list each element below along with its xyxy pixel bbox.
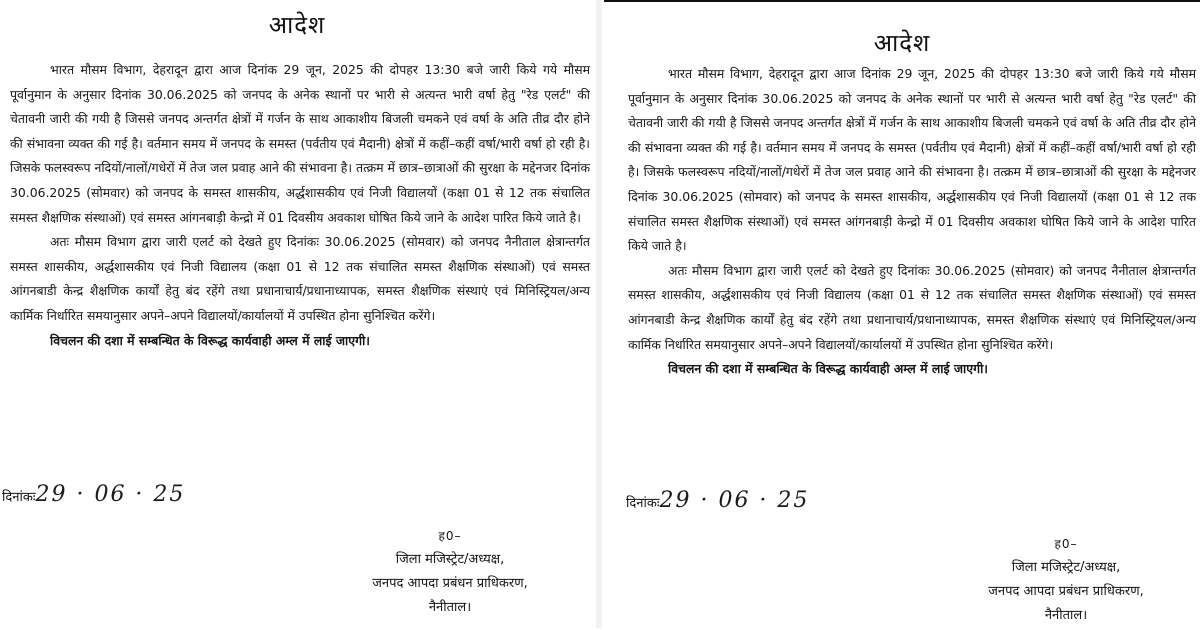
order-body [628, 62, 1196, 382]
order-page-right [604, 0, 1200, 630]
signature-mark: ह0– [1054, 537, 1078, 551]
signatory-place: नैनीताल। [428, 600, 472, 615]
order-paragraph-1: भारत मौसम विभाग, देहरादून द्वारा आज दिनांक 29 जून, 2025 की दोपहर 13:30 बजे जारी किये गये मौसम पूर्वानुमान के अनुसार दिनांक 30.06.2025 को जनपद के अनेक स्थानों पर भारी से अत्यन्त भारी वर्षा हेतु "रेड एलर्ट" की चेतावनी जारी की गयी है जिससे जनपद अन्तर्गत क्षेत्रों में गर्जन के साथ आकाशीय बिजली चमकने एवं वर्षा के अति तीव्र दौर होने की संभावना व्यक्त की गई है। वर्तमान समय में जनपद के समस्त (पर्वतीय एवं मैदानी) क्षेत्रों में कहीं–कहीं वर्षा/भारी वर्षा हो रही है। जिसके फलस्वरूप नदियों/नालों/गधेरों में तेज जल प्रवाह आने की संभावना है। तत्क्रम में छात्र–छात्राओं की सुरक्षा के मद्देनजर दिनांक 30.06.2025 (सोमवार) को जनपद के समस्त शासकीय, अर्द्धशासकीय एवं निजी विद्यालयों (कक्षा 01 से 12 तक संचालित समस्त शैक्षणिक संस्थाओं) एवं समस्त आंगनबाड़ी केन्द्रो में 01 दिवसीय अवकाश घोषित किये जाने के आदेश पारित किये जाते है। [628, 66, 1196, 254]
order-paragraph-2: अतः मौसम विभाग द्वारा जारी एलर्ट को देखते हुए दिनांकः 30.06.2025 (सोमवार) को जनपद नैनीताल क्षेत्रान्तर्गत समस्त शासकीय, अर्द्धशासकीय एवं निजी विद्यालय (कक्षा 01 से 12 तक संचालित समस्त शैक्षणिक संस्थाओं) एवं समस्त आंगनबाडी केन्द्र शैक्षणिक कार्यों हेतु बंद रहेंगे तथा प्रधानाचार्य/प्रधानाध्यापक, समस्त शैक्षणिक संस्थाएं एवं मिनिस्ट्रियल/अन्य कार्मिक निर्धारित समयानुसार अपने–अपने विद्यालयों/कार्यालयों में उपस्थित होना सुनिश्चित करेंगे। [628, 262, 1196, 352]
signature-mark: ह0– [438, 529, 462, 543]
signatory-authority: जनपद आपदा प्रबंधन प्राधिकरण, [988, 584, 1144, 599]
order-page-left [0, 0, 594, 628]
order-body [10, 58, 590, 353]
signature-block [340, 524, 560, 620]
date-handwritten: 29 · 06 · 25 [35, 482, 186, 507]
signatory-authority: जनपद आपदा प्रबंधन प्राधिकरण, [372, 576, 528, 591]
date-label: दिनांकः [2, 490, 36, 505]
signatory-designation: जिला मजिस्ट्रेट/अध्यक्ष, [1011, 560, 1121, 575]
order-date [2, 482, 185, 507]
signature-block [956, 532, 1176, 628]
page-divider [596, 0, 602, 628]
date-handwritten: 29 · 06 · 25 [659, 488, 810, 513]
order-paragraph-2: अतः मौसम विभाग द्वारा जारी एलर्ट को देखते हुए दिनांकः 30.06.2025 (सोमवार) को जनपद नैनीताल क्षेत्रान्तर्गत समस्त शासकीय, अर्द्धशासकीय एवं निजी विद्यालय (कक्षा 01 से 12 तक संचालित समस्त शैक्षणिक संस्थाओं) एवं समस्त आंगनबाडी केन्द्र शैक्षणिक कार्यों हेतु बंद रहेंगे तथा प्रधानाचार्य/प्रधानाध्यापक, समस्त शैक्षणिक संस्थाएं एवं मिनिस्ट्रियल/अन्य कार्मिक निर्धारित समयानुसार अपने–अपने विद्यालयों/कार्यालयों में उपस्थित होना सुनिश्चित करेंगे। [10, 234, 590, 323]
order-paragraph-3: विचलन की दशा में सम्बन्धित के विरूद्ध कार्यवाही अम्ल में लाई जाएगी। [668, 361, 988, 377]
order-title: आदेश [873, 29, 931, 57]
order-date [626, 488, 809, 513]
signatory-designation: जिला मजिस्ट्रेट/अध्यक्ष, [395, 552, 505, 567]
signatory-place: नैनीताल। [1044, 608, 1088, 623]
date-label: दिनांकः [626, 496, 660, 511]
order-title: आदेश [268, 11, 326, 39]
order-paragraph-3: विचलन की दशा में सम्बन्धित के विरूद्ध कार्यवाही अम्ल में लाई जाएगी। [50, 332, 370, 348]
order-paragraph-1: भारत मौसम विभाग, देहरादून द्वारा आज दिनांक 29 जून, 2025 की दोपहर 13:30 बजे जारी किये गये मौसम पूर्वानुमान के अनुसार दिनांक 30.06.2025 को जनपद के अनेक स्थानों पर भारी से अत्यन्त भारी वर्षा हेतु "रेड एलर्ट" की चेतावनी जारी की गयी है जिससे जनपद अन्तर्गत क्षेत्रों में गर्जन के साथ आकाशीय बिजली चमकने एवं वर्षा के अति तीव्र दौर होने की संभावना व्यक्त की गई है। वर्तमान समय में जनपद के समस्त (पर्वतीय एवं मैदानी) क्षेत्रों में कहीं–कहीं वर्षा/भारी वर्षा हो रही है। जिसके फलस्वरूप नदियों/नालों/गधेरों में तेज जल प्रवाह आने की संभावना है। तत्क्रम में छात्र–छात्राओं की सुरक्षा के मद्देनजर दिनांक 30.06.2025 (सोमवार) को जनपद के समस्त शासकीय, अर्द्धशासकीय एवं निजी विद्यालयों (कक्षा 01 से 12 तक संचालित समस्त शैक्षणिक संस्थाओं) एवं समस्त आंगनबाड़ी केन्द्रो में 01 दिवसीय अवकाश घोषित किये जाने के आदेश पारित किये जाते है। [10, 62, 590, 225]
